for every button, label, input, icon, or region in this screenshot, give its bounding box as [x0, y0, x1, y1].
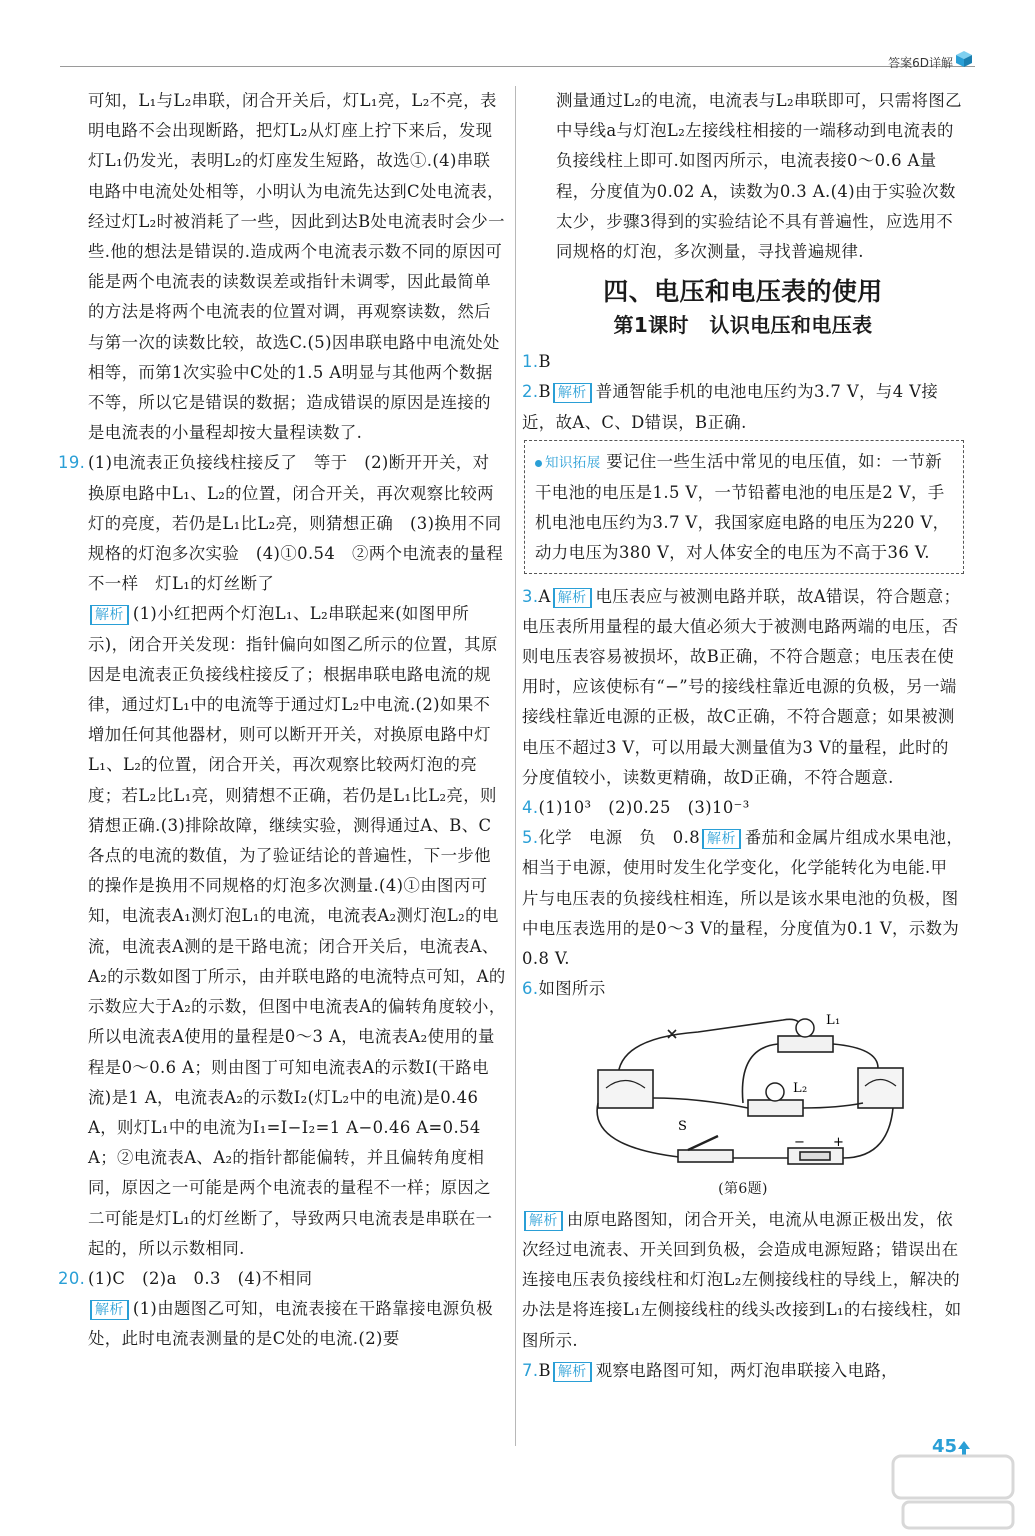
lesson-title: 第1课时 认识电压和电压表 [613, 313, 873, 338]
analysis-block [88, 1294, 506, 1354]
analysis-text: 由原电路图知，闭合开关，电流从电源正极出发，依次经过电流表、开关回到负极，会造成电源短路；错误出在连接电压表负接线柱和灯泡L₂左侧接线柱的导线上，解决的办法是将连接L₁左侧接线柱的线头改接到L₁的右接线柱，如图所示. [522, 1209, 962, 1350]
answer-text: A [538, 586, 551, 606]
page-number: 45 [931, 1436, 957, 1457]
analysis-tag: 解析 [90, 1300, 129, 1320]
question-6-analysis [522, 1205, 964, 1356]
question-19 [58, 448, 506, 1263]
question-number: 6. [522, 979, 539, 999]
answer-text: 化学 电源 负 0.8 [538, 828, 701, 848]
analysis-tag: 解析 [553, 588, 592, 608]
answer-text: B [538, 352, 551, 372]
question-number: 3. [522, 586, 539, 606]
analysis-tag: 解析 [90, 605, 129, 625]
analysis-block [88, 599, 506, 1263]
figure-caption: (第6题) [718, 1180, 768, 1197]
extension-label: 知识拓展 [545, 454, 601, 471]
label-l1: L₁ [826, 1013, 841, 1029]
question-number: 7. [522, 1360, 539, 1380]
answer-text: (1)10³ (2)0.25 (3)10⁻³ [538, 798, 750, 818]
knowledge-extension-box [524, 440, 964, 574]
label-minus: − [794, 1135, 806, 1151]
analysis-tag: 解析 [524, 1211, 563, 1231]
question-1 [522, 347, 964, 377]
answer-text: 如图所示 [538, 979, 606, 999]
question-20 [58, 1264, 506, 1355]
answer-text: B [538, 382, 551, 402]
analysis-text: (1)小红把两个灯泡L₁、L₂串联起来(如图甲所示)，闭合开关发现：指针偏向如图乙所示的位置，其原因是电流表正负接线柱接反了；根据串联电路电流的规律，通过灯L₁中的电流等于通过灯L₂中电流.(2)如果不增加任何其他器材，则可以断开开关，对换原电路中灯L₁、L₂的位置，闭合开关，再次观察比较两灯泡的亮度；若L₂比L₁亮，则猜想不正确，若仍是L₁比L₂亮，则猜想正确.(3)排除故障，继续实验，测得通过A、B、C各点的电流的数值，为了验证结论的普遍性，下一步他的操作是换用不同规格的灯泡多次测量.(4)①由图丙可知，电流表A₁测灯泡L₁的电流，电流表A₂测灯泡L₂的电流，电流表A测的是干路电流；闭合开关后，电流表A、A₂的示数如图丁所示，由并联电路的电流特点可知，A的示数应大于A₂的示数，但图中电流表A的偏转角度较小，所以电流表A使用的量程是0～3 A，电流表A₂使用的量程是0～0.6 A；则由图丁可知电流表A的示数I(干路电流)是1 A，电流表A₂的示数I₂(灯L₂中的电流)是0.46 A，则灯L₁中的电流为I₁=I−I₂=1 A−0.46 A=0.54 A；②电流表A、A₂的指针都能偏转，并且偏转角度相同，原因之一可能是两个电流表的量程不一样；原因之二可能是灯L₁的灯丝断了，导致两只电流表是串联在一起的，所以示数相同. [88, 604, 506, 1258]
bullet-icon [535, 460, 542, 467]
question-3 [522, 582, 964, 793]
question-number: 19. [58, 453, 86, 473]
extension-text: 要记住一些生活中常见的电压值，如：一节新干电池的电压是1.5 V，一节铅蓄电池的电压是2 V，手机电池电压约为3.7 V，我国家庭电路的电压为220 V，动力电压为380 V，对人体安全的电压为不高于36 V. [535, 451, 950, 563]
analysis-text: 普通智能手机的电池电压约为3.7 V，与4 V接近，故A、C、D错误，B正确. [522, 382, 939, 432]
analysis-text: (1)由题图乙可知，电流表接在干路靠接电源负极处，此时电流表测量的是C处的电流.(2)要 [88, 1299, 494, 1349]
question-2 [522, 377, 964, 437]
question-number: 20. [58, 1268, 86, 1288]
header-rule [60, 66, 975, 67]
column-divider [515, 86, 516, 1446]
analysis-tag: 解析 [553, 1362, 592, 1382]
circuit-svg [578, 1008, 908, 1168]
answer-text: (1)C (2)a 0.3 (4)不相同 [88, 1268, 313, 1288]
analysis-text: 番茄和金属片组成水果电池，相当于电源，使用时发生化学变化，化学能转化为电能.甲片与电压表的负接线柱相连，所以是该水果电池的负极，图中电压表选用的是0～3 V的量程，分度值为0.1 V，示数为0.8 V. [522, 828, 964, 969]
label-s: S [678, 1119, 688, 1135]
cube-icon [955, 50, 973, 68]
analysis-tag: 解析 [702, 829, 741, 849]
answer-text: (1)电流表正负接线柱接反了 等于 (2)断开开关，对换原电路中L₁、L₂的位置，闭合开关，再次观察比较两灯的亮度，若仍是L₁比L₂亮，则猜想正确 (3)换用不同规格的灯泡多次实验 (4)①0.54 ②两个电流表的量程不一样 灯L₁的灯丝断了 [88, 453, 504, 594]
circuit-diagram [522, 1008, 964, 1198]
continued-analysis: 测量通过L₂的电流，电流表与L₂串联即可，只需将图乙中导线a与灯泡L₂左接线柱相接的一端移动到电流表的负接线柱上即可.如图丙所示，电流表接0～0.6 A量程，分度值为0.02 A，读数为0.3 A.(4)由于实验次数太少，步骤3得到的实验结论不具有普遍性，应选用不同规格的灯泡，多次测量，寻找普遍规律. [556, 91, 962, 262]
question-7 [522, 1356, 964, 1386]
label-l2: L₂ [793, 1081, 808, 1097]
question-number: 5. [522, 828, 539, 848]
continued-analysis: 可知，L₁与L₂串联，闭合开关后，灯L₁亮，L₂不亮，表明电路不会出现断路，把灯L₂从灯座上拧下来后，发现灯L₁仍发光，表明L₂的灯座发生短路，故选①.(4)串联电路中电流处处相等，小明认为电流先达到C处电流表，经过灯L₂时被消耗了一些，因此到达B处电流表时会少一些.他的想法是错误的.造成两个电流表示数不同的原因可能是两个电流表的读数误差或指针未调零，因此最简单的方法是将两个电流表的位置对调，再观察读数，然后与第一次的读数比较，故选C.(5)因串联电路中电流处处相等，而第1次实验中C处的1.5 A明显与其他两个数据不等，所以它是错误的数据；造成错误的原因是连接的是电流表的小量程却按大量程读数了. [88, 91, 505, 443]
question-5 [522, 823, 964, 974]
answer-text: B [538, 1360, 551, 1380]
analysis-text: 电压表应与被测电路并联，故A错误，符合题意；电压表所用量程的最大值必须大于被测电路两端的电压，否则电压表容易被损坏，故B正确，不符合题意；电压表在使用时，应该使标有“−”号的接线柱靠近电源的负极，另一端接线柱靠近电源的正极，故C正确，不符合题意；如果被测电压不超过3 V，可以用最大测量值为3 V的量程，此时的分度值较小，读数更精确，故D正确，不符合题意. [522, 586, 961, 787]
left-column [58, 86, 506, 1355]
header-title: 答案6D详解 [888, 56, 953, 70]
question-number: 2. [522, 382, 539, 402]
label-plus: + [833, 1135, 845, 1151]
question-number: 4. [522, 798, 539, 818]
section-title: 四、电压和电压表的使用 [603, 277, 883, 307]
question-4 [522, 793, 964, 823]
question-6 [522, 974, 964, 1004]
analysis-text: 观察电路图可知，两灯泡串联接入电路， [595, 1360, 898, 1380]
right-column [522, 86, 964, 1386]
watermark-logo [873, 1448, 1023, 1534]
question-number: 1. [522, 352, 539, 372]
analysis-tag: 解析 [553, 383, 592, 403]
